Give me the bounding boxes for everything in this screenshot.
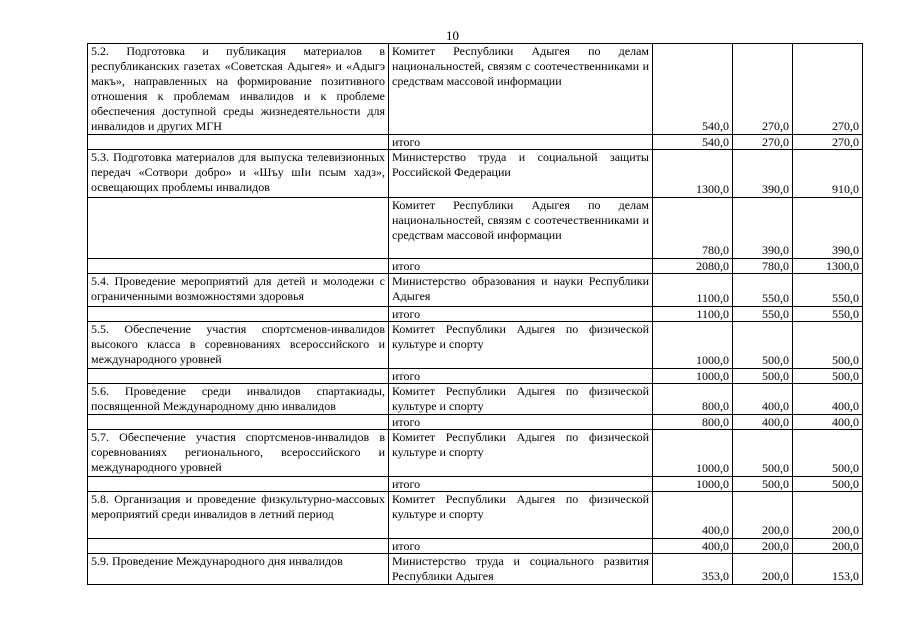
amount-year2: 400,0: [793, 415, 863, 430]
amount-year2: 390,0: [793, 198, 863, 259]
amount-total: 1000,0: [653, 477, 733, 492]
executor: итого: [389, 369, 653, 384]
executor: Комитет Республики Адыгея по физической культуре и спорту: [389, 492, 653, 539]
amount-total: 2080,0: [653, 259, 733, 274]
amount-year1: 400,0: [733, 384, 793, 415]
amount-year1: 270,0: [733, 44, 793, 135]
amount-year2: 550,0: [793, 307, 863, 322]
amount-total: 1000,0: [653, 322, 733, 369]
executor: итого: [389, 259, 653, 274]
measure-name: [88, 259, 389, 274]
amount-year2: 270,0: [793, 44, 863, 135]
page-number: 10: [446, 28, 459, 43]
measure-name: [88, 415, 389, 430]
table-row: [88, 322, 863, 369]
amount-total: 540,0: [653, 135, 733, 150]
measure-name: [88, 477, 389, 492]
amount-year2: 500,0: [793, 430, 863, 477]
amount-year1: 550,0: [733, 307, 793, 322]
amount-total: 540,0: [653, 44, 733, 135]
amount-total: 1100,0: [653, 274, 733, 307]
measure-name: 5.7. Обеспечение участия спортсменов-инвалидов в соревнованиях регионального, всероссийского и международного уровней: [88, 430, 389, 477]
table-row-total: [88, 539, 863, 554]
amount-year1: 390,0: [733, 150, 793, 198]
executor: Комитет Республики Адыгея по делам национальностей, связям с соотечественниками и средствам массовой информации: [389, 198, 653, 259]
measure-name: 5.9. Проведение Международного дня инвалидов: [88, 554, 389, 585]
executor: Комитет Республики Адыгея по делам национальностей, связям с соотечественниками и средствам массовой информации: [389, 44, 653, 135]
measure-name: [88, 198, 389, 259]
measure-name: [88, 539, 389, 554]
amount-total: 800,0: [653, 415, 733, 430]
amount-year2: 153,0: [793, 554, 863, 585]
amount-total: 780,0: [653, 198, 733, 259]
table-row: [88, 44, 863, 135]
measure-name: 5.8. Организация и проведение физкультурно-массовых мероприятий среди инвалидов в летний период: [88, 492, 389, 539]
measure-name: [88, 307, 389, 322]
amount-year1: 500,0: [733, 477, 793, 492]
executor: итого: [389, 477, 653, 492]
amount-year2: 500,0: [793, 477, 863, 492]
table-row-total: [88, 369, 863, 384]
table-row: [88, 492, 863, 539]
amount-year2: 200,0: [793, 539, 863, 554]
table-row: [88, 274, 863, 307]
measure-name: 5.5. Обеспечение участия спортсменов-инвалидов высокого класса в соревнованиях всероссийского и международного уровней: [88, 322, 389, 369]
amount-year2: 270,0: [793, 135, 863, 150]
program-table: [87, 43, 863, 585]
amount-total: 1000,0: [653, 369, 733, 384]
measure-name: 5.3. Подготовка материалов для выпуска телевизионных передач «Сотвори добро» и «Шъу шIи псым хадз», освещающих проблемы инвалидов: [88, 150, 389, 198]
executor: Министерство образования и науки Республики Адыгея: [389, 274, 653, 307]
amount-year2: 1300,0: [793, 259, 863, 274]
executor: итого: [389, 135, 653, 150]
table-row-total: [88, 307, 863, 322]
amount-year2: 500,0: [793, 322, 863, 369]
measure-name: 5.6. Проведение среди инвалидов спартакиады, посвященной Международному дню инвалидов: [88, 384, 389, 415]
amount-total: 353,0: [653, 554, 733, 585]
amount-year2: 500,0: [793, 369, 863, 384]
table-row: [88, 150, 863, 198]
executor: итого: [389, 307, 653, 322]
amount-year1: 200,0: [733, 539, 793, 554]
table-row: [88, 384, 863, 415]
table-row: [88, 554, 863, 585]
amount-year1: 500,0: [733, 369, 793, 384]
amount-year1: 390,0: [733, 198, 793, 259]
measure-name: [88, 369, 389, 384]
amount-year2: 400,0: [793, 384, 863, 415]
amount-year1: 270,0: [733, 135, 793, 150]
amount-total: 400,0: [653, 539, 733, 554]
table-row-total: [88, 259, 863, 274]
amount-year2: 550,0: [793, 274, 863, 307]
executor: итого: [389, 415, 653, 430]
executor: Комитет Республики Адыгея по физической культуре и спорту: [389, 322, 653, 369]
executor: Министерство труда и социального развития Республики Адыгея: [389, 554, 653, 585]
measure-name: [88, 135, 389, 150]
amount-year1: 500,0: [733, 322, 793, 369]
amount-total: 800,0: [653, 384, 733, 415]
amount-total: 1300,0: [653, 150, 733, 198]
amount-year2: 200,0: [793, 492, 863, 539]
amount-year1: 200,0: [733, 492, 793, 539]
measure-name: 5.4. Проведение мероприятий для детей и молодежи с ограниченными возможностями здоровья: [88, 274, 389, 307]
table-row-total: [88, 415, 863, 430]
executor: Министерство труда и социальной защиты Российской Федерации: [389, 150, 653, 198]
amount-total: 1000,0: [653, 430, 733, 477]
amount-year1: 550,0: [733, 274, 793, 307]
table-row: [88, 430, 863, 477]
table-row-total: [88, 477, 863, 492]
amount-year1: 500,0: [733, 430, 793, 477]
measure-name: 5.2. Подготовка и публикация материалов в республиканских газетах «Советская Адыгея» и «Адыгэ макъ», направленных на формирование позитивного отношения к проблемам инвалидов и к проблеме обеспечения доступной среды жизнедеятельности для инвалидов и других МГН: [88, 44, 389, 135]
amount-year2: 910,0: [793, 150, 863, 198]
executor: Комитет Республики Адыгея по физической культуре и спорту: [389, 430, 653, 477]
table-row: [88, 198, 863, 259]
executor: итого: [389, 539, 653, 554]
amount-year1: 780,0: [733, 259, 793, 274]
table-row-total: [88, 135, 863, 150]
amount-year1: 400,0: [733, 415, 793, 430]
amount-total: 1100,0: [653, 307, 733, 322]
amount-total: 400,0: [653, 492, 733, 539]
amount-year1: 200,0: [733, 554, 793, 585]
executor: Комитет Республики Адыгея по физической культуре и спорту: [389, 384, 653, 415]
